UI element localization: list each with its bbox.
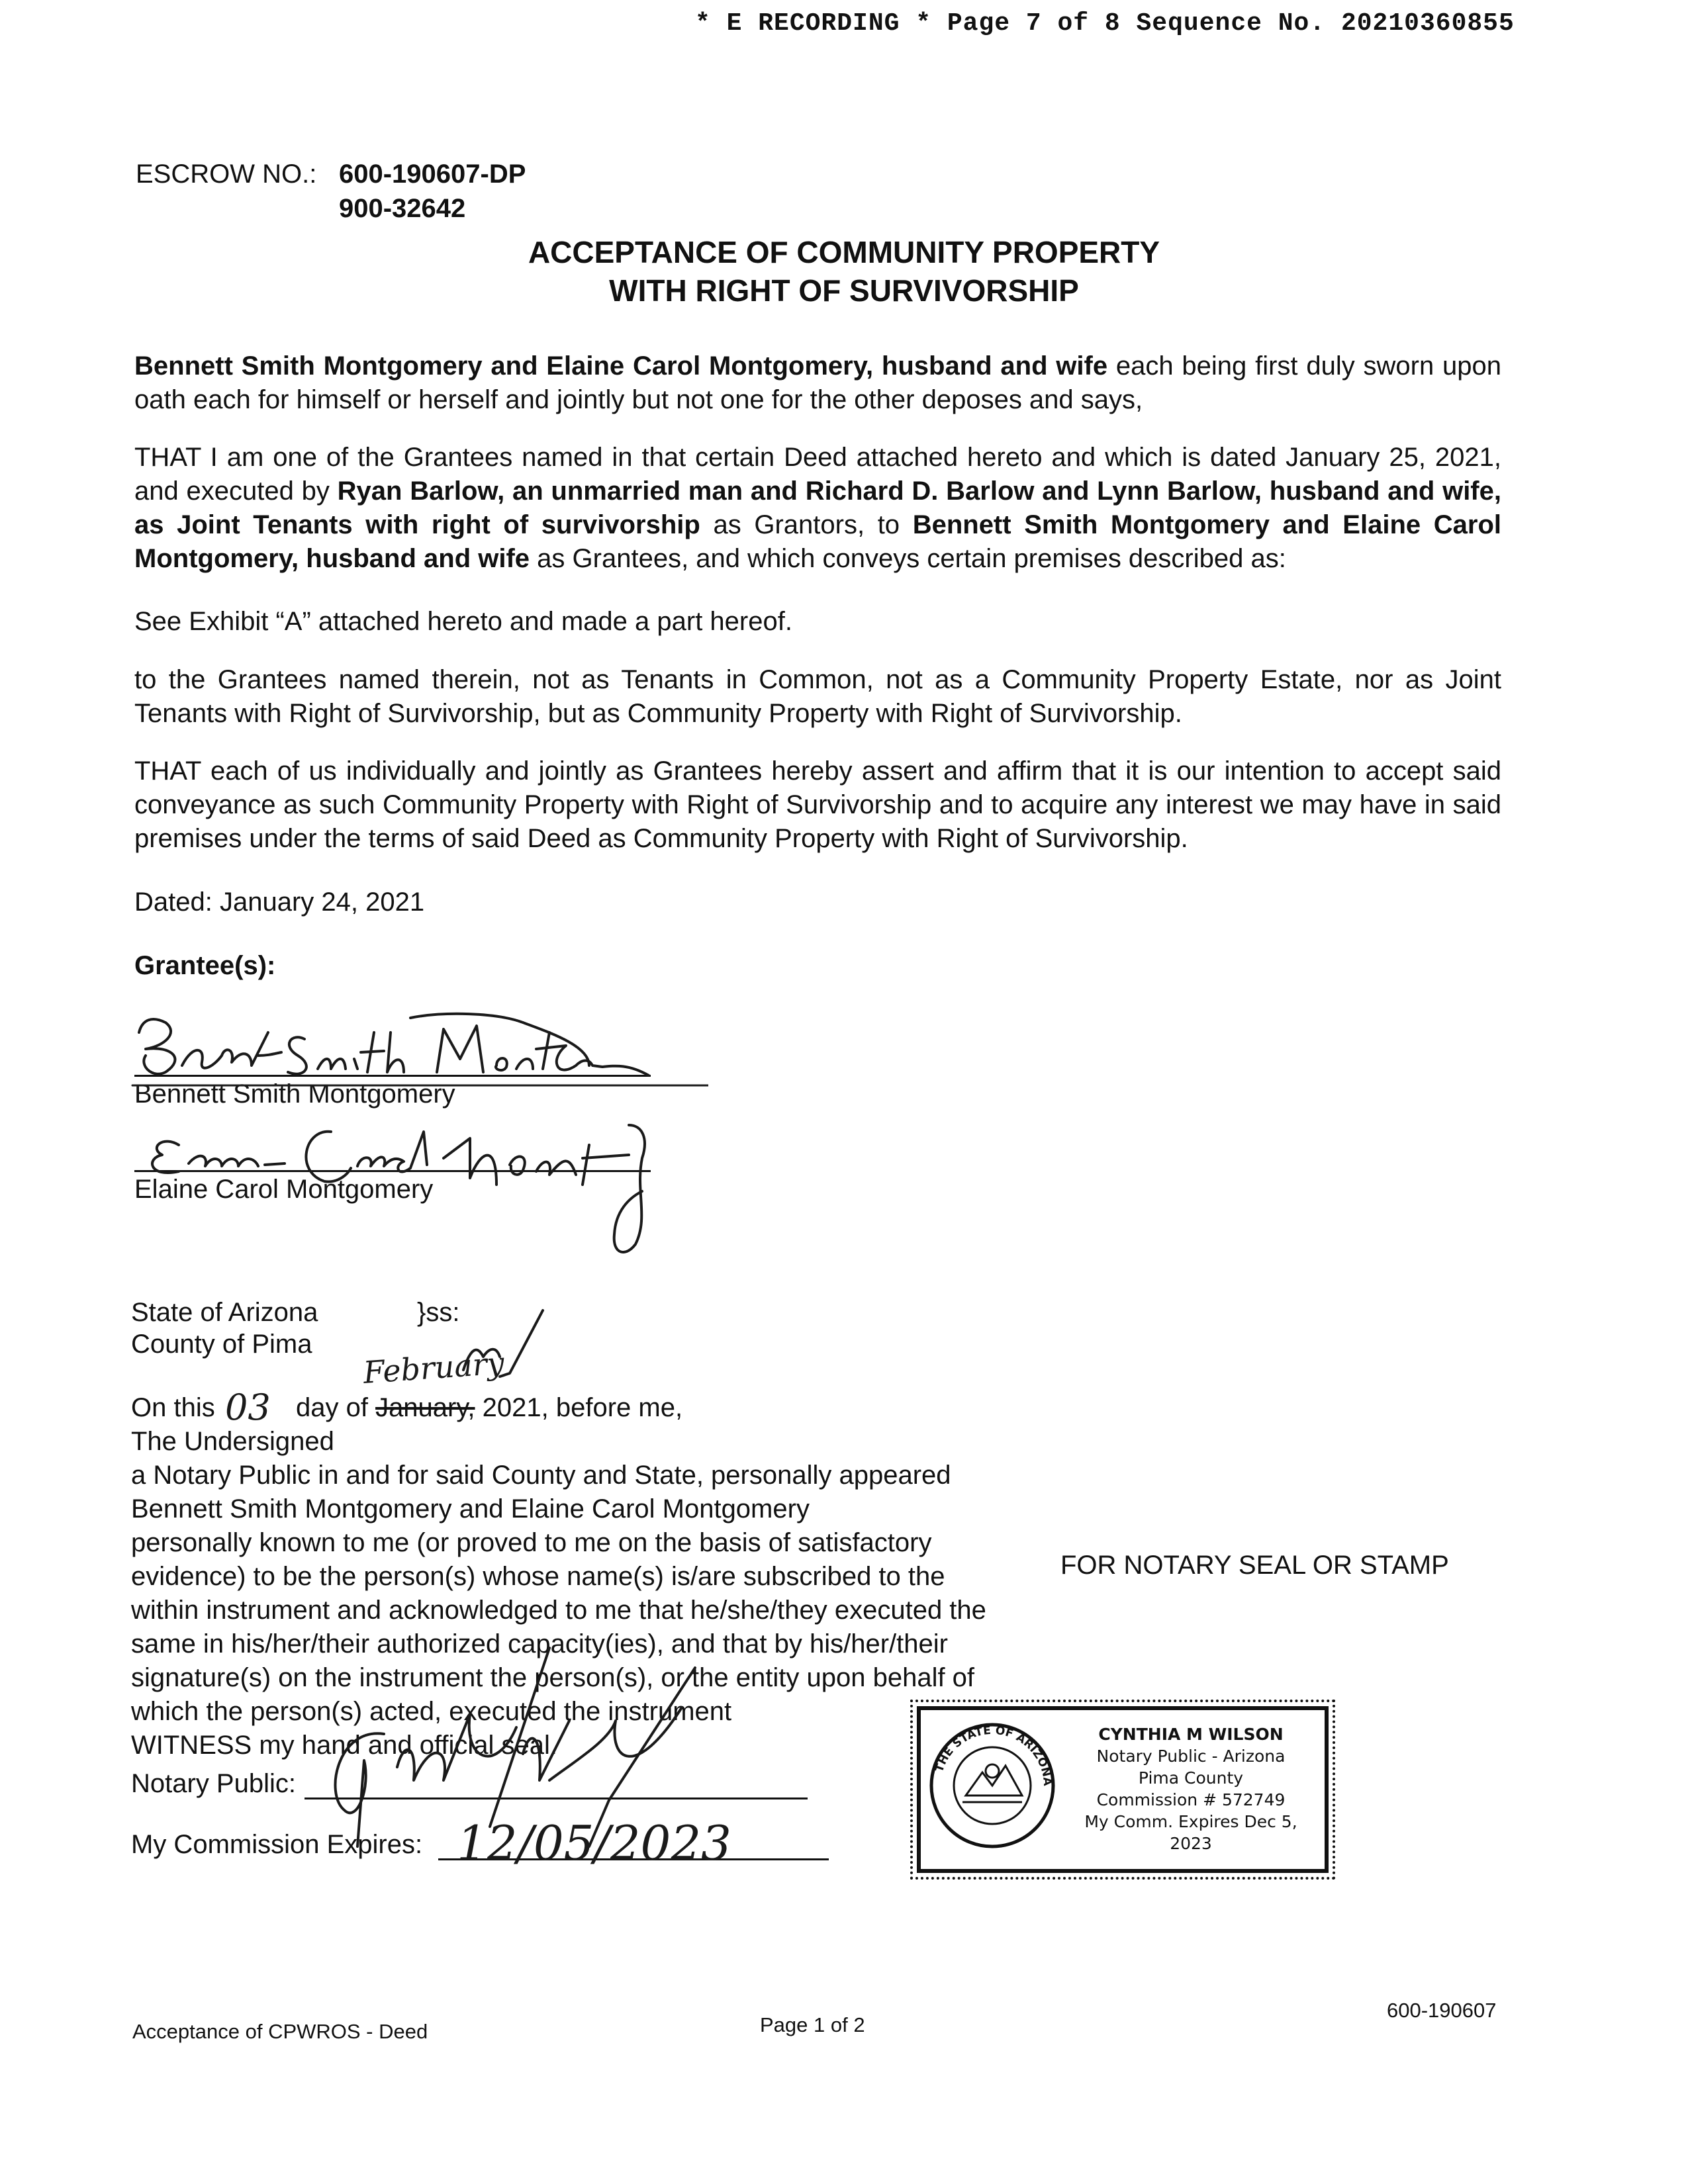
ack-line: The Undersigned	[131, 1427, 334, 1456]
venue-ss: }ss:	[417, 1298, 460, 1327]
dated-line: Dated: January 24, 2021	[134, 887, 425, 917]
notary-stamp	[917, 1706, 1329, 1873]
ack-line: within instrument and acknowledged to me that he/she/they executed the	[131, 1596, 986, 1625]
ack-handwritten-inserts	[199, 1284, 596, 1436]
commission-label: My Commission Expires:	[131, 1830, 423, 1859]
handwritten-month: February	[362, 1345, 506, 1390]
state-seal	[926, 1719, 1058, 1852]
stamp-commission: Commission # 572749	[1096, 1790, 1286, 1809]
notary-public-label: Notary Public:	[131, 1769, 296, 1798]
handwritten-commission-date: 12/05/2023	[457, 1815, 731, 1871]
ack-line: same in his/her/their authorized capacity(ies), and that by his/her/their	[131, 1629, 948, 1659]
paragraph-affirmation: THAT each of us individually and jointly as Grantees hereby assert and affirm that it is our intention to accept said conveyance as such Community Property with Right of Survivorship and to acquire any interest we may have in said premises under the terms of said Deed as Community Property with Right of Survivorship.	[134, 756, 1501, 853]
ack-line: WITNESS my hand and official seal.	[131, 1731, 557, 1760]
ack-year: 2021,	[482, 1393, 549, 1422]
signature-bennett	[132, 1014, 708, 1085]
ack-on-this: On this	[131, 1393, 215, 1422]
ack-line: personally known to me (or proved to me on the basis of satisfactory	[131, 1528, 932, 1557]
ack-before-me: before me,	[555, 1393, 683, 1422]
paragraph-affiants	[134, 349, 1501, 417]
venue-state: State of Arizona	[131, 1298, 318, 1327]
grantee-1-name: Bennett Smith Montgomery	[134, 1079, 455, 1109]
ack-line: evidence) to be the person(s) whose name(s) is/are subscribed to the	[131, 1562, 945, 1591]
stamp-title: Notary Public - Arizona	[1096, 1747, 1286, 1766]
grantee-signatures	[126, 993, 708, 1257]
paragraph-tenancy: to the Grantees named therein, not as Tenants in Common, not as a Community Property Estate, nor as Joint Tenants with Right of Survivorship, but as Community Property with Right of Survivorship.	[134, 665, 1501, 728]
ack-line: a Notary Public in and for said County and State, personally appeared	[131, 1461, 951, 1490]
notary-handwriting	[298, 1628, 894, 1880]
escrow-label: ESCROW NO.:	[136, 159, 317, 189]
escrow-number-2: 900-32642	[339, 194, 466, 223]
footer-right: 600-190607	[1387, 1999, 1497, 2022]
grantees-label: Grantee(s):	[134, 951, 276, 980]
paragraph-deed	[134, 441, 1501, 576]
stamp-text	[1065, 1723, 1317, 1854]
ack-line: which the person(s) acted, executed the instrument	[131, 1697, 732, 1726]
ack-line: signature(s) on the instrument the person(s), or the entity upon behalf of	[131, 1663, 975, 1692]
stamp-county: Pima County	[1138, 1768, 1244, 1788]
grantors-names: Ryan Barlow, an unmarried man and Richard D. Barlow and Lynn Barlow, husband and wife, as Joint Tenants with right of survivorship	[134, 477, 1501, 539]
paragraph-exhibit: See Exhibit “A” attached hereto and made a part hereof.	[134, 607, 792, 636]
seal-mountain-icon	[966, 1766, 1022, 1796]
footer-page: Page 1 of 2	[760, 2013, 865, 2036]
venue-county: County of Pima	[131, 1330, 312, 1359]
affiants-text: each being first duly sworn upon oath each for himself or herself and jointly but not one for the other deposes and says,	[134, 351, 1501, 414]
title-line-2: WITH RIGHT OF SURVIVORSHIP	[609, 273, 1079, 308]
handwritten-day: 03	[225, 1387, 271, 1428]
ack-day-of: day of	[295, 1393, 368, 1422]
title-line-1: ACCEPTANCE OF COMMUNITY PROPERTY	[528, 235, 1160, 269]
document-title	[331, 233, 1357, 310]
grantees-names: Bennett Smith Montgomery and Elaine Carol Montgomery, husband and wife	[134, 510, 1501, 573]
escrow-number-1: 600-190607-DP	[339, 159, 526, 189]
ack-struck-month: January,	[375, 1393, 475, 1422]
deed-text-1: THAT I am one of the Grantees named in that certain Deed attached hereto and which is dated January 25, 2021, and executed by	[134, 443, 1501, 506]
stamp-expires: My Comm. Expires Dec 5, 2023	[1084, 1812, 1297, 1853]
affiants-names: Bennett Smith Montgomery and Elaine Carol Montgomery, husband and wife	[134, 351, 1108, 381]
footer-left: Acceptance of CPWROS - Deed	[132, 2020, 428, 2043]
notary-seal-label: FOR NOTARY SEAL OR STAMP	[1060, 1551, 1449, 1580]
stamp-name: CYNTHIA M WILSON	[1098, 1725, 1284, 1744]
recording-header: * E RECORDING * Page 7 of 8 Sequence No. 20210360855	[695, 9, 1515, 38]
ack-line: Bennett Smith Montgomery and Elaine Carol Montgomery	[131, 1494, 810, 1524]
seal-sun-icon	[986, 1764, 999, 1778]
signature-elaine	[152, 1125, 645, 1252]
deed-text-3: as Grantees, and which conveys certain premises described as:	[530, 544, 1286, 573]
grantee-2-name: Elaine Carol Montgomery	[134, 1175, 434, 1204]
deed-text-2: as Grantors, to	[700, 510, 913, 539]
seal-text: THE STATE OF ARIZONA	[933, 1723, 1055, 1787]
